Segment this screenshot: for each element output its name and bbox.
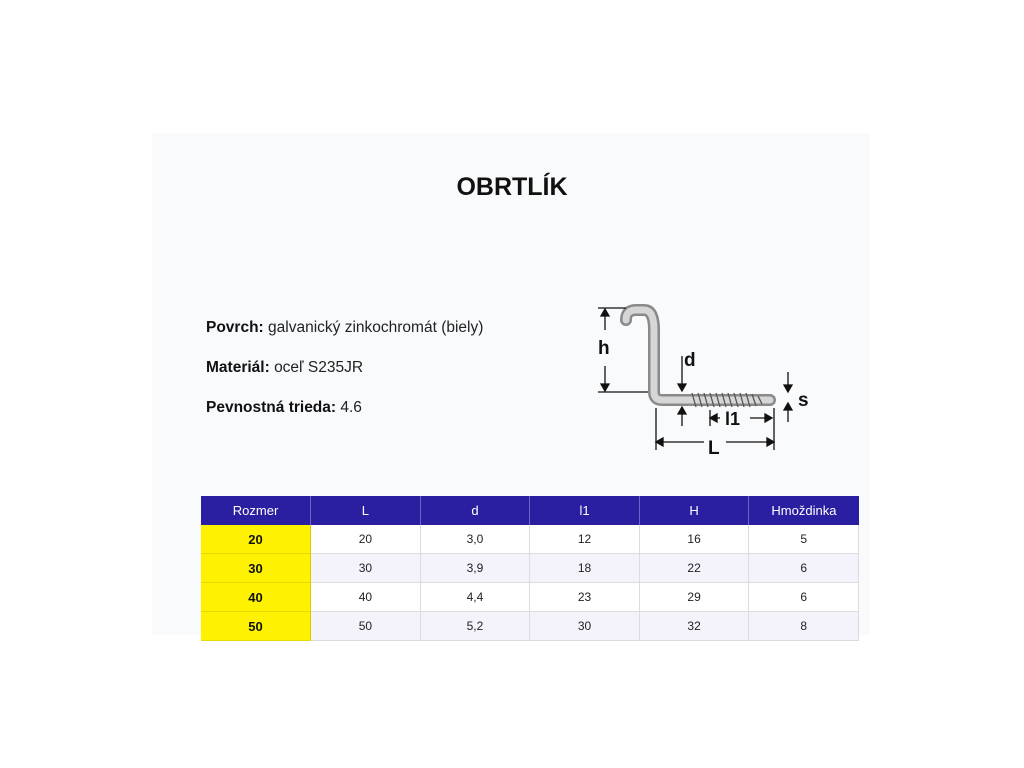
table-cell: 3,0 xyxy=(420,525,530,554)
col-header-anchor: Hmoždinka xyxy=(749,496,859,525)
table-cell: 3,9 xyxy=(420,554,530,583)
size-cell: 50 xyxy=(201,612,311,641)
table-cell: 5,2 xyxy=(420,612,530,641)
table-cell: 5 xyxy=(749,525,859,554)
table-row xyxy=(201,554,859,583)
table-cell: 22 xyxy=(639,554,749,583)
property-value: 4.6 xyxy=(340,399,362,416)
label-h: h xyxy=(598,338,610,359)
table-cell: 40 xyxy=(311,583,421,612)
table-cell: 6 xyxy=(749,583,859,612)
property-label: Materiál: xyxy=(206,359,270,376)
size-cell: 20 xyxy=(201,525,311,554)
properties-list xyxy=(206,318,483,438)
table-cell: 29 xyxy=(639,583,749,612)
table-cell: 30 xyxy=(530,612,640,641)
size-cell: 30 xyxy=(201,554,311,583)
page-title: OBRTLÍK xyxy=(456,173,568,201)
col-header-d: d xyxy=(420,496,530,525)
table-cell: 4,4 xyxy=(420,583,530,612)
table-header-row xyxy=(201,496,859,525)
table-cell: 23 xyxy=(530,583,640,612)
table-cell: 20 xyxy=(311,525,421,554)
col-header-H: H xyxy=(639,496,749,525)
col-header-L: L xyxy=(311,496,421,525)
table-row xyxy=(201,612,859,641)
label-L: L xyxy=(708,438,720,459)
label-s: s xyxy=(798,390,809,411)
table-cell: 8 xyxy=(749,612,859,641)
col-header-l1: l1 xyxy=(530,496,640,525)
table-cell: 12 xyxy=(530,525,640,554)
property-value: oceľ S235JR xyxy=(274,359,364,376)
property-value: galvanický zinkochromát (biely) xyxy=(268,319,484,336)
label-l1: l1 xyxy=(725,409,741,429)
property-label: Povrch: xyxy=(206,319,264,336)
l1-dimension xyxy=(710,410,772,426)
table-cell: 32 xyxy=(639,612,749,641)
table-cell: 30 xyxy=(311,554,421,583)
table-cell: 6 xyxy=(749,554,859,583)
dimensions-table xyxy=(201,496,859,641)
property-label: Pevnostná trieda: xyxy=(206,399,337,416)
property-material xyxy=(206,358,483,398)
property-strength-class xyxy=(206,398,483,438)
hook-diagram xyxy=(592,300,812,465)
table-cell: 16 xyxy=(639,525,749,554)
s-dimension xyxy=(784,372,792,422)
property-surface xyxy=(206,318,483,358)
size-cell: 40 xyxy=(201,583,311,612)
table-row xyxy=(201,583,859,612)
table-cell: 50 xyxy=(311,612,421,641)
label-d: d xyxy=(684,350,696,371)
table-cell: 18 xyxy=(530,554,640,583)
table-row xyxy=(201,525,859,554)
col-header-size: Rozmer xyxy=(201,496,311,525)
